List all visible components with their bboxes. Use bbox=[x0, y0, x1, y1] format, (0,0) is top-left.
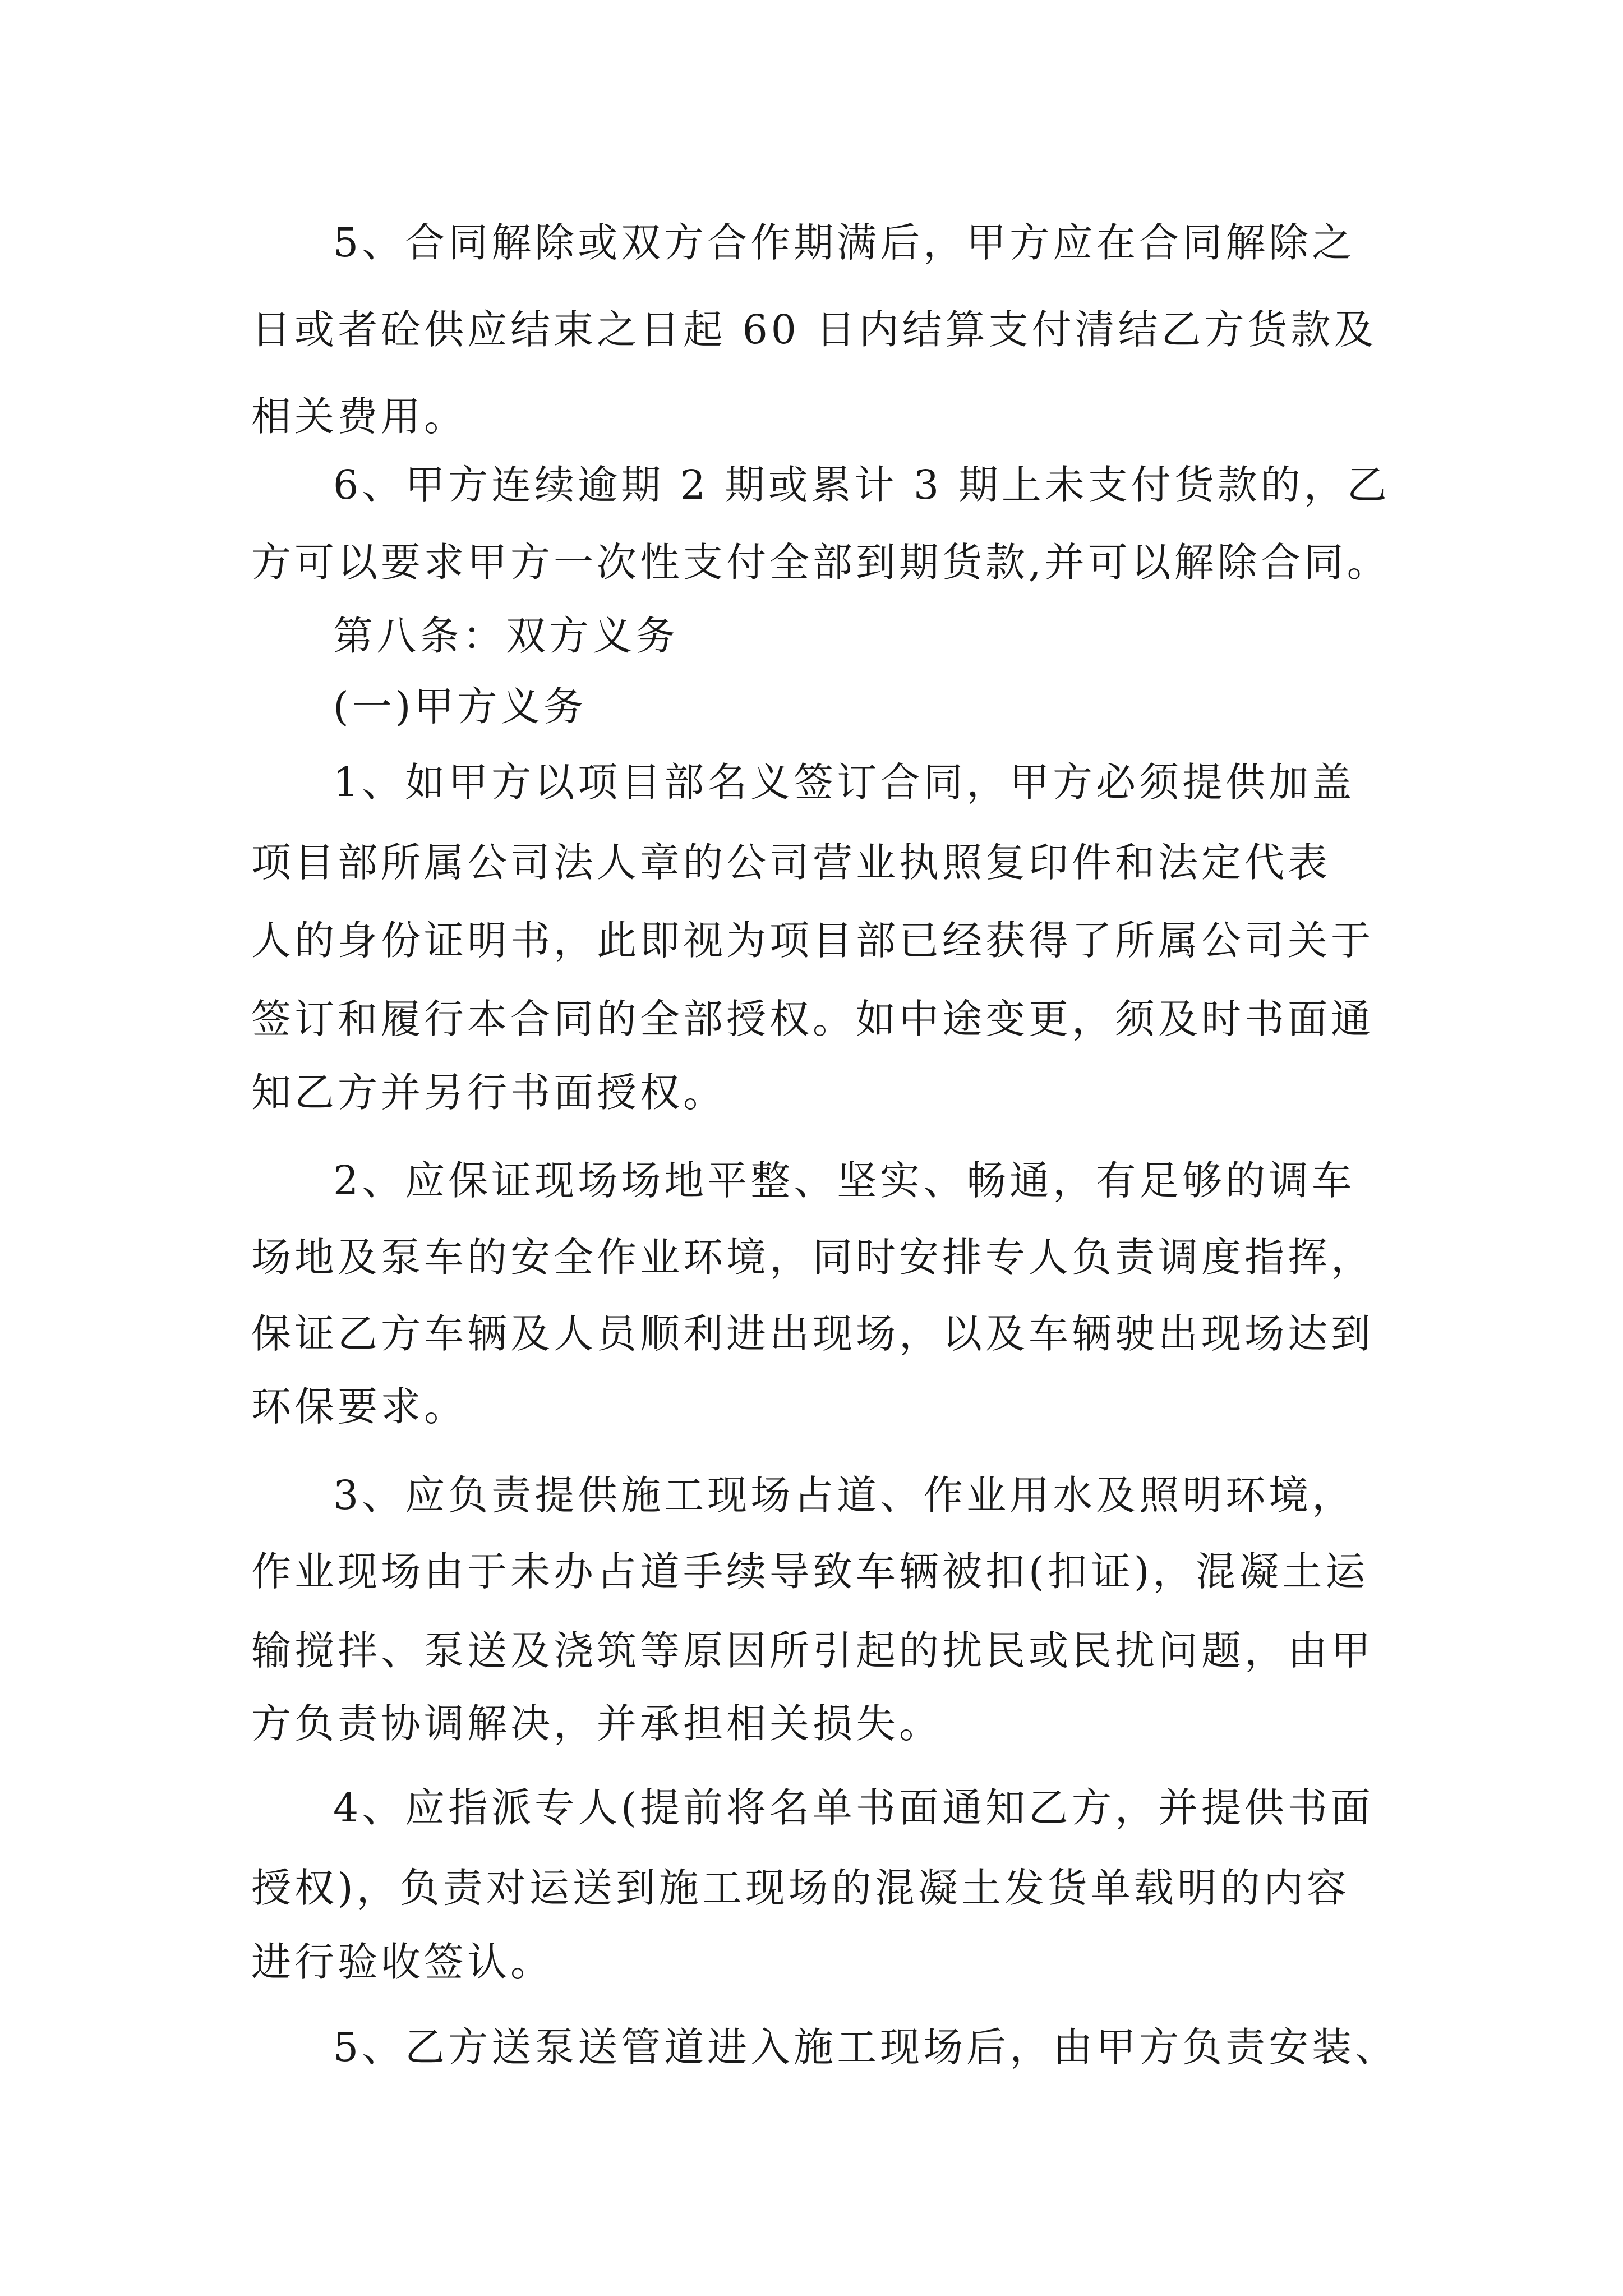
text-line: 进行验收签认。 bbox=[251, 1939, 554, 1985]
subsection-heading: (一)甲方义务 bbox=[333, 683, 587, 730]
text-line: 人的身份证明书，此即视为项目部已经获得了所属公司关于 bbox=[251, 917, 1375, 964]
text-line: 3、应负责提供施工现场占道、作业用水及照明环境， bbox=[333, 1472, 1355, 1519]
text-line: 6、甲方连续逾期 2 期或累计 3 期上未支付货款的，乙 bbox=[333, 462, 1390, 508]
text-line: 签订和履行本合同的全部授权。如中途变更，须及时书面通 bbox=[251, 996, 1375, 1042]
text-line: 场地及泵车的安全作业环境，同时安排专人负责调度指挥， bbox=[251, 1234, 1375, 1281]
text-line: 输搅拌、泵送及浇筑等原因所引起的扰民或民扰问题，由甲 bbox=[251, 1627, 1375, 1674]
text-line: 知乙方并另行书面授权。 bbox=[251, 1069, 727, 1116]
text-line: 5、乙方送泵送管道进入施工现场后，由甲方负责安装、 bbox=[333, 2024, 1399, 2070]
text-line: 4、应指派专人(提前将名单书面通知乙方，并提供书面 bbox=[333, 1784, 1374, 1831]
text-line: 授权)，负责对运送到施工现场的混凝土发货单载明的内容 bbox=[251, 1865, 1350, 1911]
section-heading: 第八条：双方义务 bbox=[333, 613, 679, 659]
text-line: 日或者砼供应结束之日起 60 日内结算支付清结乙方货款及 bbox=[251, 306, 1377, 353]
text-line: 2、应保证现场场地平整、坚实、畅通，有足够的调车 bbox=[333, 1157, 1355, 1204]
text-line: 环保要求。 bbox=[251, 1383, 468, 1430]
text-line: 1、如甲方以项目部名义签订合同，甲方必须提供加盖 bbox=[333, 759, 1355, 806]
text-line: 5、合同解除或双方合作期满后，甲方应在合同解除之 bbox=[333, 219, 1355, 266]
text-line: 保证乙方车辆及人员顺利进出现场，以及车辆驶出现场达到 bbox=[251, 1310, 1375, 1357]
text-line: 相关费用。 bbox=[251, 393, 468, 440]
text-line: 项目部所属公司法人章的公司营业执照复印件和法定代表 bbox=[251, 839, 1331, 886]
text-line: 作业现场由于未办占道手续导致车辆被扣(扣证)，混凝土运 bbox=[251, 1548, 1369, 1595]
text-line: 方可以要求甲方一次性支付全部到期货款,并可以解除合同。 bbox=[251, 539, 1390, 586]
text-line: 方负责协调解决，并承担相关损失。 bbox=[251, 1700, 943, 1747]
